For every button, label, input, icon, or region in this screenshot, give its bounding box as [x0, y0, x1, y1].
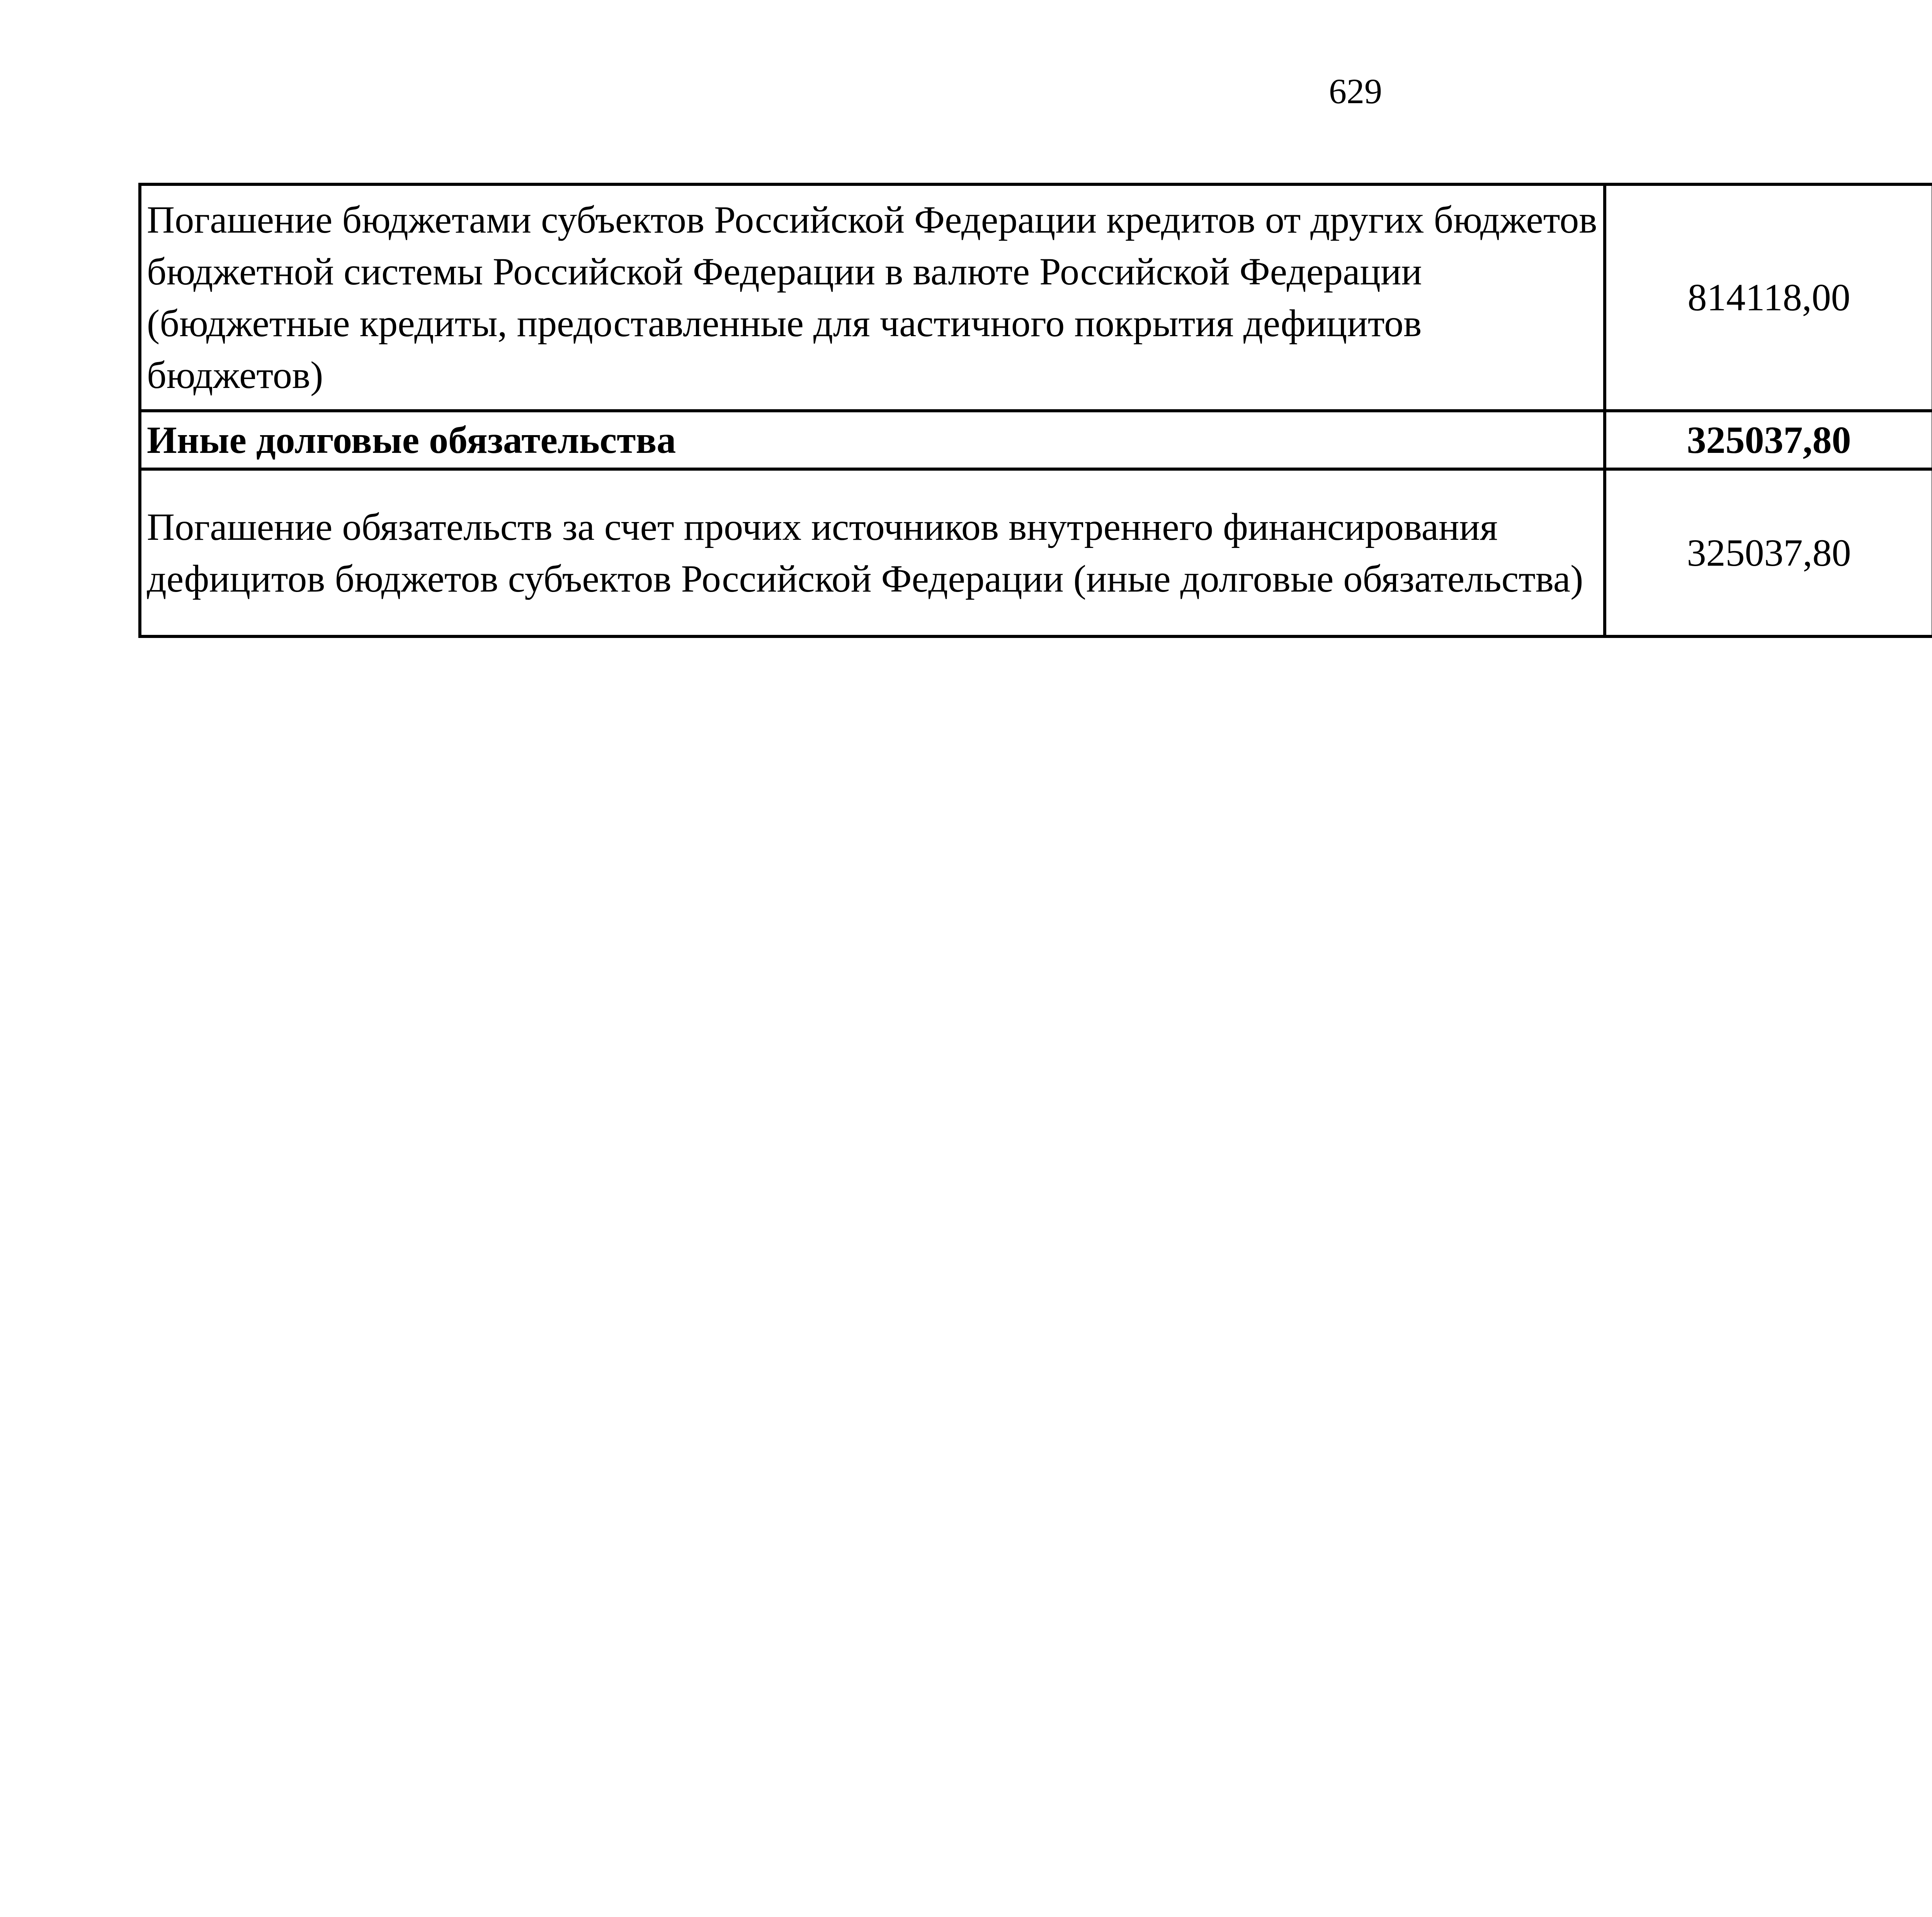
value-cell-year-1: 814118,00	[1605, 184, 1932, 411]
table-row-other-debt-repayment	[140, 469, 1932, 636]
table-row-credit-repayment	[140, 184, 1932, 411]
value-cell-year-1: 325037,80	[1605, 469, 1932, 636]
table-row-other-debt-total	[140, 411, 1932, 469]
value-cell-year-1: 325037,80	[1605, 411, 1932, 469]
page-number: 629	[1329, 71, 1382, 111]
row-name-cell: Погашение бюджетами субъектов Российской Федерации кредитов от других бюджетов бюджетной системы Российской Федерации в валюте Российской Федерации (бюджетные кредиты, предоставленные для частичного покрытия дефицитов бюджетов)	[140, 184, 1605, 411]
row-name-cell: Иные долговые обязательства	[140, 411, 1605, 469]
budget-table	[138, 183, 1932, 638]
row-name-cell: Погашение обязательств за счет прочих источников внутреннего финансирования дефицитов бюджетов субъектов Российской Федерации (иные долговые обязательства)	[140, 469, 1605, 636]
